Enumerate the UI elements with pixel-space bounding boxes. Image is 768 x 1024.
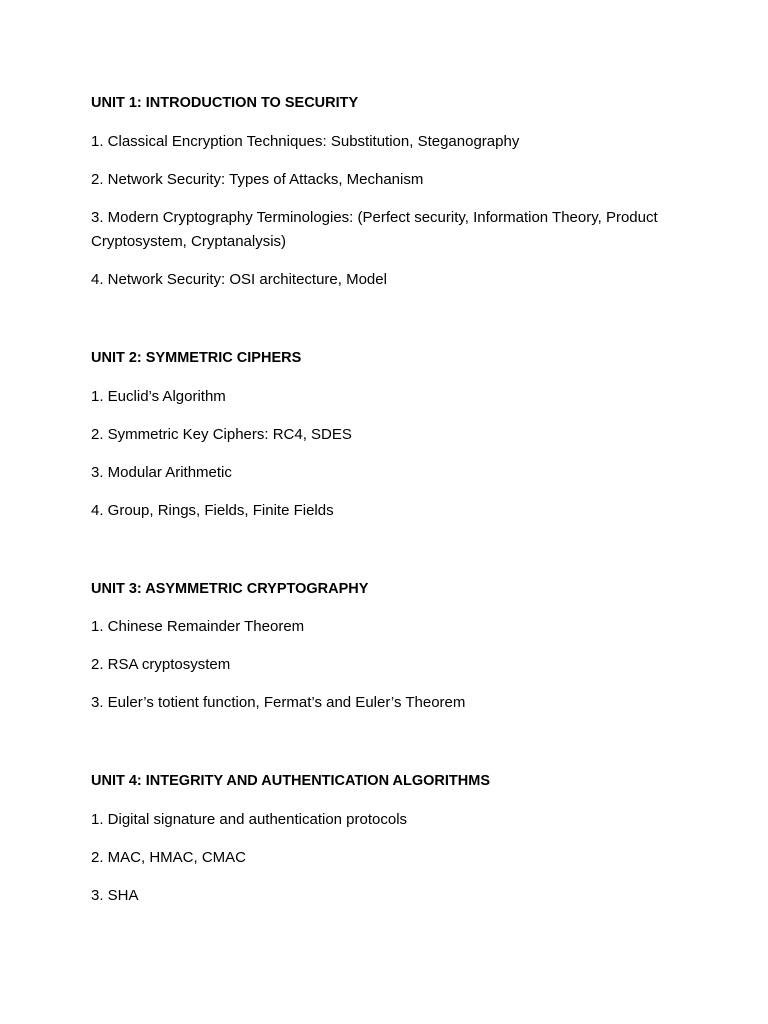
unit-1-heading: UNIT 1: INTRODUCTION TO SECURITY [91, 95, 359, 111]
unit-3-item-2: 2. RSA cryptosystem [91, 656, 231, 673]
unit-2-item-4: 4. Group, Rings, Fields, Finite Fields [91, 502, 334, 519]
unit-1-item-3: 3. Modern Cryptography Terminologies: (Perfect security, Information Theory, Product Cryptosystem, Cryptanalysis) [91, 209, 658, 250]
unit-4-item-2: 2. MAC, HMAC, CMAC [91, 849, 247, 866]
unit-2-section [91, 347, 691, 523]
unit-3-heading: UNIT 3: ASYMMETRIC CRYPTOGRAPHY [91, 581, 369, 597]
unit-1-item-4: 4. Network Security: OSI architecture, Model [91, 271, 387, 288]
unit-2-item-3: 3. Modular Arithmetic [91, 464, 232, 481]
unit-2-heading: UNIT 2: SYMMETRIC CIPHERS [91, 350, 302, 366]
unit-2-item-1: 1. Euclid’s Algorithm [91, 388, 226, 405]
unit-4-item-3: 3. SHA [91, 887, 139, 904]
unit-4-section [91, 770, 691, 908]
unit-1-item-1: 1. Classical Encryption Techniques: Substitution, Steganography [91, 133, 520, 150]
unit-4-heading: UNIT 4: INTEGRITY AND AUTHENTICATION ALGORITHMS [91, 773, 491, 789]
unit-4-item-1: 1. Digital signature and authentication protocols [91, 811, 408, 828]
unit-3-item-3: 3. Euler’s totient function, Fermat’s and Euler’s Theorem [91, 694, 466, 711]
unit-1-section [91, 92, 691, 292]
unit-3-section [91, 578, 691, 715]
unit-2-item-2: 2. Symmetric Key Ciphers: RC4, SDES [91, 426, 352, 443]
unit-1-item-2: 2. Network Security: Types of Attacks, Mechanism [91, 171, 424, 188]
unit-3-item-1: 1. Chinese Remainder Theorem [91, 618, 305, 635]
